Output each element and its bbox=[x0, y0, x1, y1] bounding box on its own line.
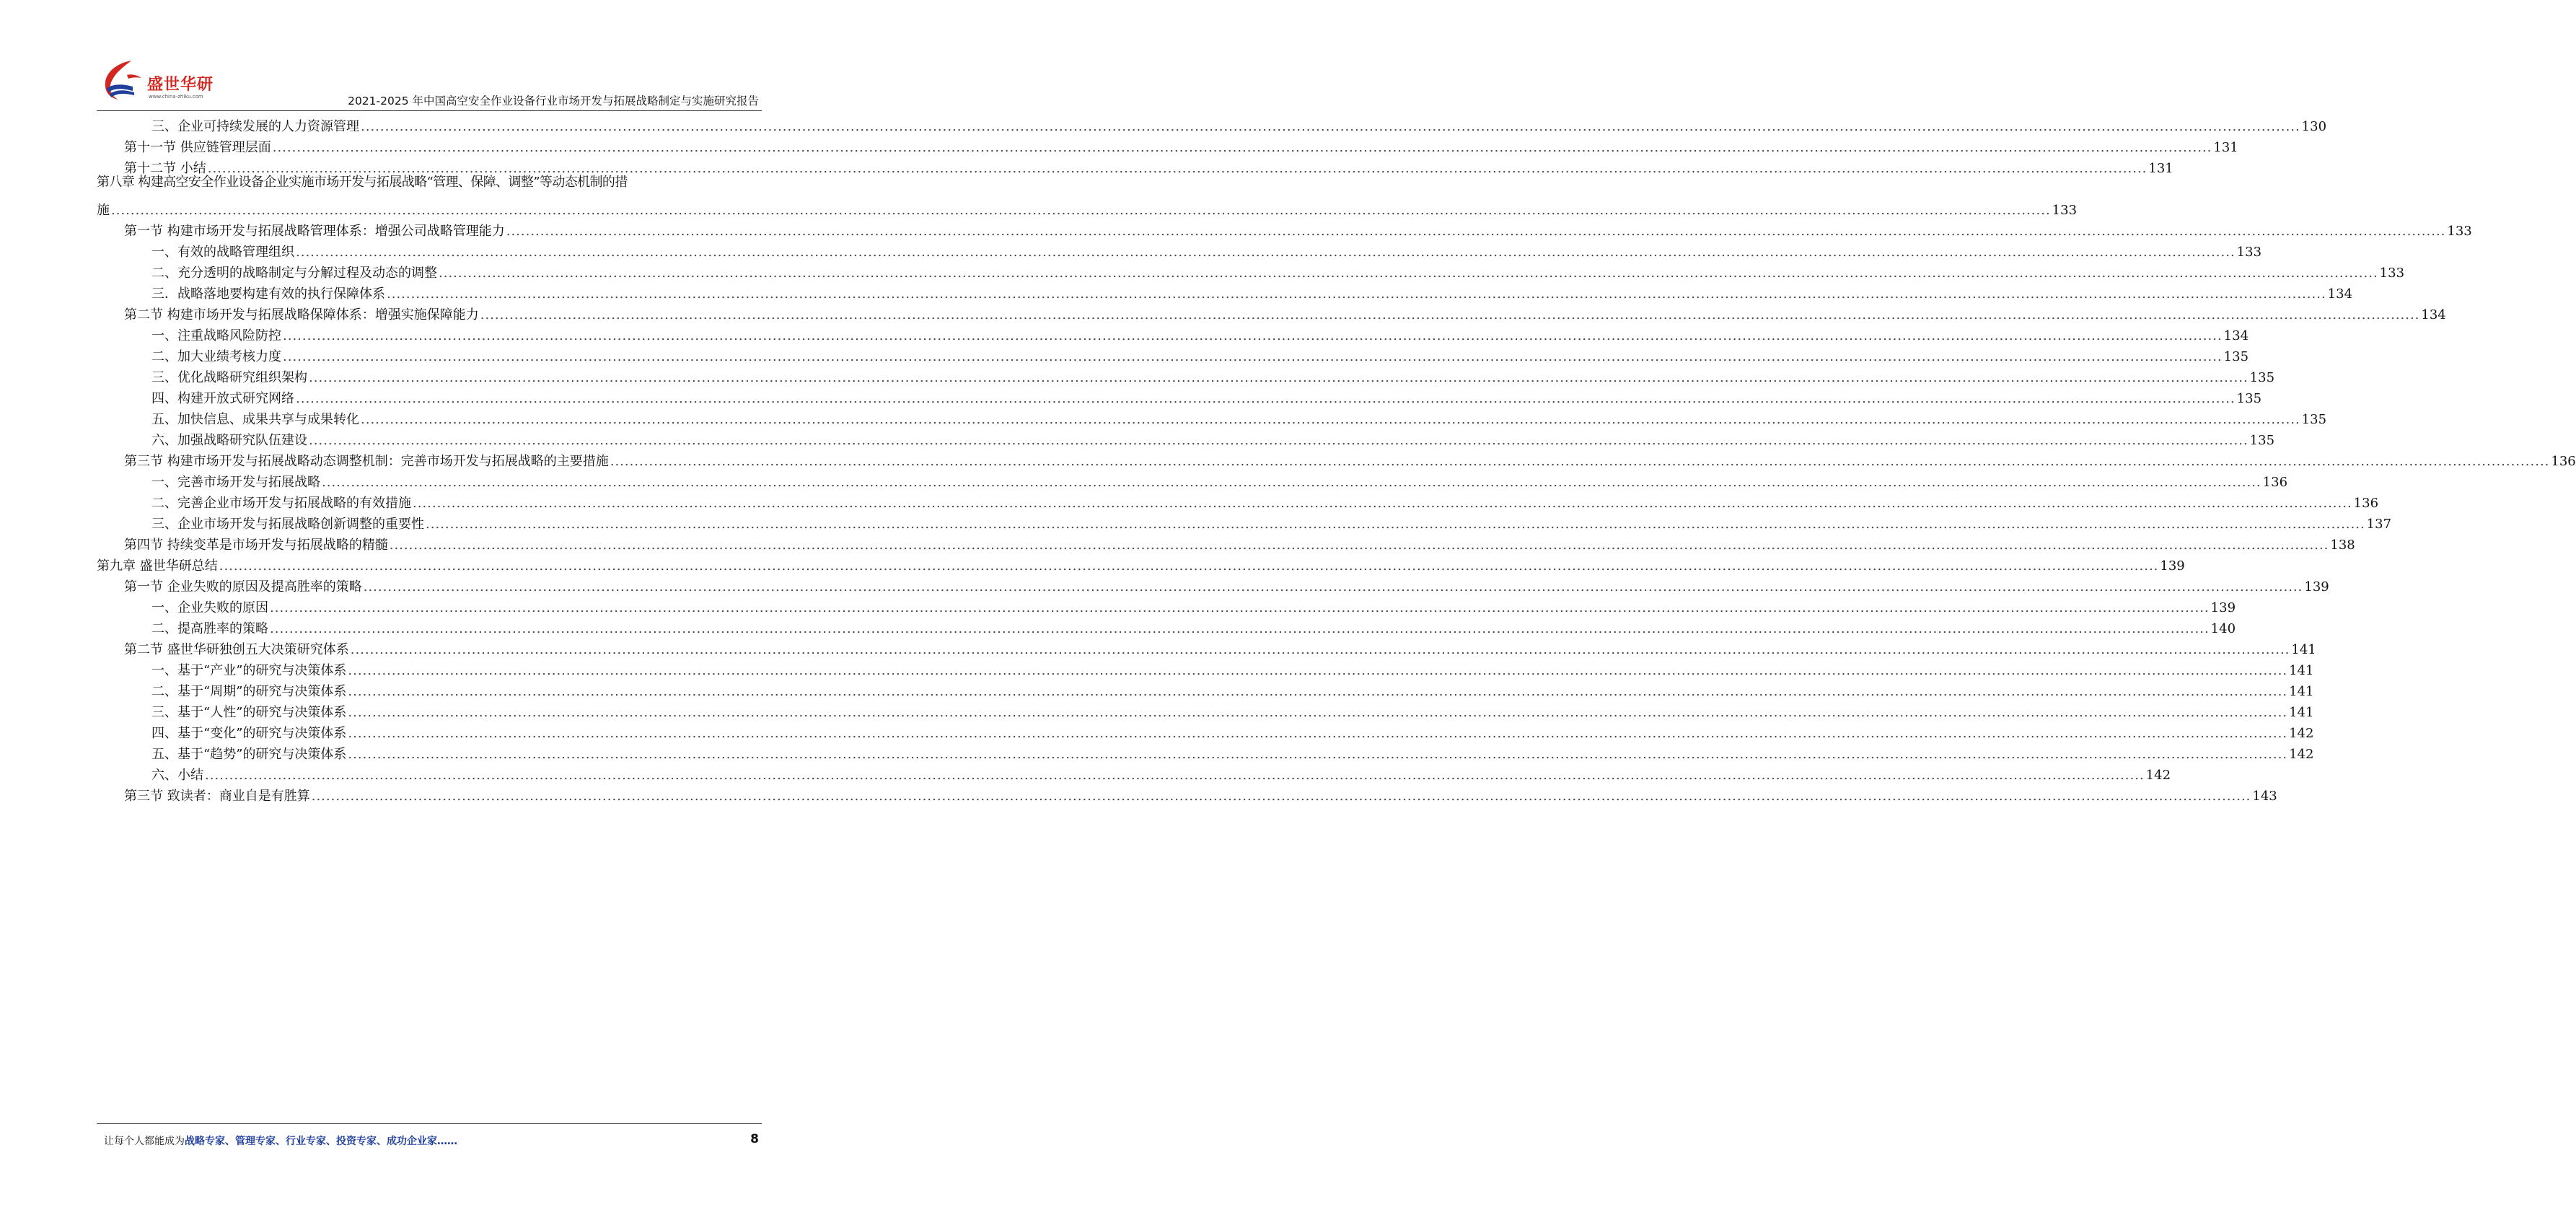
toc-leader-dots: ................................................................................................................................................................................................................................................................................................................................................................................................................ bbox=[205, 768, 2145, 783]
toc-entry[interactable] bbox=[151, 324, 2249, 345]
toc-leader-dots: ................................................................................................................................................................................................................................................................................................................................................................................................................ bbox=[219, 558, 2159, 574]
toc-entry[interactable] bbox=[151, 596, 2236, 617]
toc-entry-label: 第一节 企业失败的原因及提高胜率的策略 bbox=[124, 579, 362, 595]
toc-entry-page: 135 bbox=[2301, 412, 2327, 427]
toc-entry[interactable] bbox=[124, 784, 2277, 805]
footer-slogan-highlight: 战略专家、管理专家、行业专家、投资专家、成功企业家…… bbox=[185, 1136, 457, 1147]
toc-entry-page: 138 bbox=[2330, 538, 2355, 553]
toc-entry[interactable] bbox=[124, 533, 2355, 554]
toc-entry-label: 三、企业可持续发展的人力资源管理 bbox=[151, 119, 359, 134]
toc-entry-page: 139 bbox=[2210, 600, 2236, 615]
toc-entry-page: 133 bbox=[2052, 203, 2078, 218]
footer-slogan-prefix: 让每个人都能成为 bbox=[104, 1136, 185, 1147]
toc-entry-page: 141 bbox=[2289, 684, 2314, 699]
toc-leader-dots: ................................................................................................................................................................................................................................................................................................................................................................................................................ bbox=[480, 307, 2420, 323]
toc-entry-label: 四、基于“变化”的研究与决策体系 bbox=[151, 726, 347, 741]
toc-entry-page: 134 bbox=[2327, 286, 2353, 302]
toc-entry-page: 142 bbox=[2289, 726, 2314, 741]
toc-leader-dots: ................................................................................................................................................................................................................................................................................................................................................................................................................ bbox=[322, 475, 2261, 490]
toc-entry-page: 137 bbox=[2366, 517, 2392, 532]
toc-leader-dots: ................................................................................................................................................................................................................................................................................................................................................................................................................ bbox=[296, 391, 2236, 406]
toc-entry-label: 一、企业失败的原因 bbox=[151, 600, 268, 615]
toc-entry-label: 二、基于“周期”的研究与决策体系 bbox=[151, 684, 347, 699]
toc-entry[interactable] bbox=[151, 345, 2249, 366]
toc-leader-dots: ................................................................................................................................................................................................................................................................................................................................................................................................................ bbox=[283, 328, 2223, 343]
toc-entry-page: 134 bbox=[2223, 328, 2249, 343]
toc-entry-page: 139 bbox=[2160, 558, 2185, 574]
toc-entry[interactable] bbox=[151, 429, 2275, 449]
toc-entry[interactable] bbox=[97, 198, 2078, 219]
toc-entry-page: 133 bbox=[2447, 224, 2472, 239]
toc-leader-dots: ................................................................................................................................................................................................................................................................................................................................................................................................................ bbox=[361, 119, 2300, 134]
footer-divider bbox=[97, 1123, 762, 1124]
toc-entry-label: 一、有效的战略管理组织 bbox=[151, 245, 294, 260]
toc-entry-page: 135 bbox=[2223, 349, 2249, 364]
toc-entry[interactable] bbox=[151, 491, 2379, 512]
toc-leader-dots: ................................................................................................................................................................................................................................................................................................................................................................................................................ bbox=[348, 747, 2288, 762]
toc-entry-label: 一、完善市场开发与拓展战略 bbox=[151, 475, 320, 490]
toc-entry-label: 三．战略落地要构建有效的执行保障体系 bbox=[151, 286, 385, 302]
toc-entry[interactable] bbox=[151, 680, 2314, 701]
toc-entry-label-line2: 施 bbox=[97, 203, 110, 218]
toc-entry-label: 第九章 盛世华研总结 bbox=[97, 558, 218, 574]
toc-leader-dots: ................................................................................................................................................................................................................................................................................................................................................................................................................ bbox=[348, 684, 2288, 699]
toc-entry-label: 二、完善企业市场开发与拓展战略的有效措施 bbox=[151, 496, 411, 511]
toc-entry[interactable] bbox=[124, 638, 2316, 659]
toc-entry-page: 131 bbox=[2148, 161, 2173, 176]
toc-entry-label: 四、构建开放式研究网络 bbox=[151, 391, 294, 406]
toc-entry-page: 140 bbox=[2210, 621, 2236, 636]
logo-name: 盛世华研 bbox=[147, 76, 214, 94]
toc-entry-page: 135 bbox=[2236, 391, 2262, 406]
footer-slogan bbox=[104, 1133, 457, 1148]
toc-entry[interactable] bbox=[124, 219, 2472, 240]
toc-entry-page: 130 bbox=[2301, 119, 2327, 134]
toc-entry[interactable] bbox=[151, 659, 2314, 680]
toc-leader-dots: ................................................................................................................................................................................................................................................................................................................................................................................................................ bbox=[309, 370, 2248, 385]
logo-swoosh-icon bbox=[100, 59, 147, 102]
toc-entry-page: 134 bbox=[2421, 307, 2446, 323]
toc-entry-label: 第二节 构建市场开发与拓展战略保障体系：增强实施保障能力 bbox=[124, 307, 479, 323]
toc-entry[interactable] bbox=[124, 136, 2238, 157]
toc-entry[interactable] bbox=[151, 512, 2392, 533]
toc-entry[interactable] bbox=[151, 617, 2236, 638]
toc-leader-dots: ................................................................................................................................................................................................................................................................................................................................................................................................................ bbox=[610, 454, 2550, 469]
toc-leader-dots: ................................................................................................................................................................................................................................................................................................................................................................................................................ bbox=[207, 161, 2148, 176]
toc-entry-page: 135 bbox=[2249, 433, 2275, 448]
toc-entry[interactable] bbox=[151, 742, 2314, 763]
toc-entry-label: 第三节 致读者：商业自是有胜算 bbox=[124, 789, 310, 804]
toc-entry-label: 三、基于“人性”的研究与决策体系 bbox=[151, 705, 347, 720]
toc-entry[interactable] bbox=[97, 554, 2185, 575]
toc-entry[interactable] bbox=[151, 763, 2171, 784]
toc-leader-dots: ................................................................................................................................................................................................................................................................................................................................................................................................................ bbox=[439, 266, 2378, 281]
toc-leader-dots: ................................................................................................................................................................................................................................................................................................................................................................................................................ bbox=[413, 496, 2352, 511]
toc-entry[interactable] bbox=[124, 449, 2576, 470]
toc-leader-dots: ................................................................................................................................................................................................................................................................................................................................................................................................................ bbox=[350, 642, 2290, 657]
toc-entry-page: 139 bbox=[2304, 579, 2329, 595]
toc-entry-page: 141 bbox=[2289, 663, 2314, 678]
toc-entry[interactable] bbox=[151, 721, 2314, 742]
toc-leader-dots: ................................................................................................................................................................................................................................................................................................................................................................................................................ bbox=[283, 349, 2223, 364]
toc-entry[interactable] bbox=[151, 408, 2327, 429]
toc-entry-page: 141 bbox=[2289, 705, 2314, 720]
toc-leader-dots: ................................................................................................................................................................................................................................................................................................................................................................................................................ bbox=[311, 789, 2251, 804]
toc-entry[interactable] bbox=[151, 470, 2288, 491]
toc-entry-label: 五、基于“趋势”的研究与决策体系 bbox=[151, 747, 347, 762]
toc-leader-dots: ................................................................................................................................................................................................................................................................................................................................................................................................................ bbox=[363, 579, 2303, 595]
toc-entry-page: 135 bbox=[2249, 370, 2275, 385]
toc-leader-dots: ................................................................................................................................................................................................................................................................................................................................................................................................................ bbox=[111, 203, 2051, 218]
toc-entry-page: 142 bbox=[2145, 768, 2171, 783]
toc-entry-label: 第四节 持续变革是市场开发与拓展战略的精髓 bbox=[124, 538, 388, 553]
toc-leader-dots: ................................................................................................................................................................................................................................................................................................................................................................................................................ bbox=[348, 663, 2288, 678]
toc-entry-label: 第三节 构建市场开发与拓展战略动态调整机制：完善市场开发与拓展战略的主要措施 bbox=[124, 454, 609, 469]
toc-entry[interactable] bbox=[151, 240, 2262, 261]
toc-entry-label: 第二节 盛世华研独创五大决策研究体系 bbox=[124, 642, 349, 657]
toc-entry-page: 143 bbox=[2252, 789, 2277, 804]
toc-leader-dots: ................................................................................................................................................................................................................................................................................................................................................................................................................ bbox=[272, 140, 2212, 155]
toc-entry[interactable] bbox=[151, 366, 2275, 387]
toc-entry-page: 142 bbox=[2289, 747, 2314, 762]
toc-leader-dots: ................................................................................................................................................................................................................................................................................................................................................................................................................ bbox=[270, 600, 2210, 615]
toc-entry-label: 第一节 构建市场开发与拓展战略管理体系：增强公司战略管理能力 bbox=[124, 224, 505, 239]
toc-leader-dots: ................................................................................................................................................................................................................................................................................................................................................................................................................ bbox=[348, 726, 2288, 741]
toc-entry-label: 一、注重战略风险防控 bbox=[151, 328, 281, 343]
toc-leader-dots: ................................................................................................................................................................................................................................................................................................................................................................................................................ bbox=[389, 538, 2329, 553]
toc-entry-page: 141 bbox=[2291, 642, 2316, 657]
toc-entry[interactable] bbox=[151, 115, 2327, 136]
toc-entry-page: 136 bbox=[2262, 475, 2288, 490]
toc-entry-label: 五、加快信息、成果共享与成果转化 bbox=[151, 412, 359, 427]
toc-entry-page: 133 bbox=[2236, 245, 2262, 260]
toc-entry-label: 一、基于“产业”的研究与决策体系 bbox=[151, 663, 347, 678]
toc-leader-dots: ................................................................................................................................................................................................................................................................................................................................................................................................................ bbox=[506, 224, 2446, 239]
toc-entry-label: 六、小结 bbox=[151, 768, 203, 783]
toc-entry-label-line1[interactable]: 第八章 构建高空安全作业设备企业实施市场开发与拓展战略“管理、保障、调整”等动态机制的措 bbox=[97, 175, 628, 190]
toc-entry-label: 三、企业市场开发与拓展战略创新调整的重要性 bbox=[151, 517, 424, 532]
toc-leader-dots: ................................................................................................................................................................................................................................................................................................................................................................................................................ bbox=[426, 517, 2365, 532]
toc-entry-page: 136 bbox=[2551, 454, 2576, 469]
toc-entry-label: 六、加强战略研究队伍建设 bbox=[151, 433, 307, 448]
toc-entry[interactable] bbox=[124, 575, 2329, 596]
toc-entry-label: 二、充分透明的战略制定与分解过程及动态的调整 bbox=[151, 266, 437, 281]
toc-entry-page: 131 bbox=[2213, 140, 2238, 155]
toc-entry-label: 二、加大业绩考核力度 bbox=[151, 349, 281, 364]
toc-leader-dots: ................................................................................................................................................................................................................................................................................................................................................................................................................ bbox=[348, 705, 2288, 720]
toc-leader-dots: ................................................................................................................................................................................................................................................................................................................................................................................................................ bbox=[270, 621, 2210, 636]
toc-leader-dots: ................................................................................................................................................................................................................................................................................................................................................................................................................ bbox=[296, 245, 2236, 260]
page-number: 8 bbox=[750, 1132, 759, 1146]
toc-entry-label: 二、提高胜率的策略 bbox=[151, 621, 268, 636]
header-divider bbox=[97, 110, 762, 111]
toc-leader-dots: ................................................................................................................................................................................................................................................................................................................................................................................................................ bbox=[387, 286, 2326, 302]
toc-entry-label: 第十一节 供应链管理层面 bbox=[124, 140, 271, 155]
toc-entry-label: 三、优化战略研究组织架构 bbox=[151, 370, 307, 385]
logo-url: www.china-zhiku.com bbox=[149, 94, 203, 100]
toc-entry[interactable] bbox=[151, 282, 2353, 303]
company-logo bbox=[100, 59, 222, 105]
toc-entry[interactable] bbox=[151, 387, 2262, 408]
toc-entry-page: 133 bbox=[2379, 266, 2405, 281]
toc-leader-dots: ................................................................................................................................................................................................................................................................................................................................................................................................................ bbox=[361, 412, 2300, 427]
page-header bbox=[0, 0, 859, 115]
toc-entry[interactable] bbox=[151, 261, 2405, 282]
toc-entry-label: 第十二节 小结 bbox=[124, 161, 206, 176]
toc-entry[interactable] bbox=[151, 701, 2314, 721]
report-title: 2021-2025 年中国高空安全作业设备行业市场开发与拓展战略制定与实施研究报告 bbox=[348, 95, 759, 108]
toc-entry-page: 136 bbox=[2353, 496, 2379, 511]
toc-entry[interactable] bbox=[124, 303, 2446, 324]
toc-leader-dots: ................................................................................................................................................................................................................................................................................................................................................................................................................ bbox=[309, 433, 2248, 448]
